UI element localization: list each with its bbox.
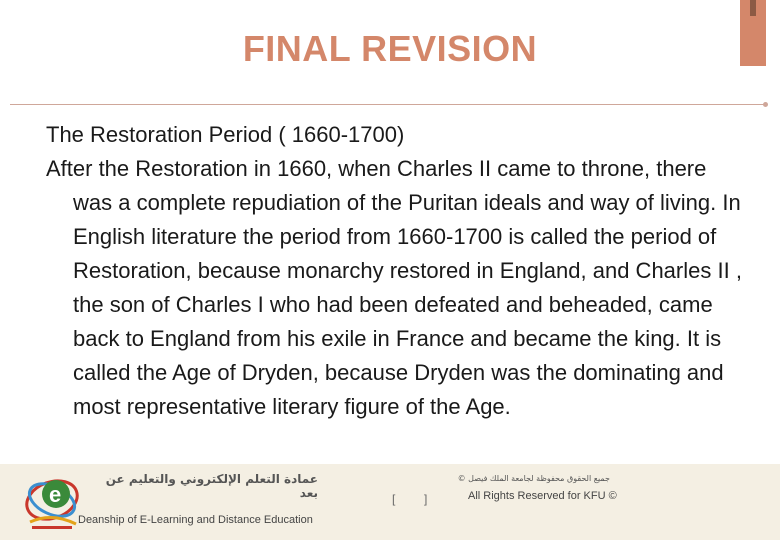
title-divider	[10, 104, 764, 105]
slide-title: FINAL REVISION	[242, 28, 538, 69]
svg-text:e: e	[49, 482, 62, 507]
deanship-e-learning-logo-icon	[22, 464, 84, 532]
footer-english-rights: All Rights Reserved for KFU ©	[468, 490, 617, 502]
footer-arabic-rights: جميع الحقوق محفوظة لجامعة الملك فيصل ©	[457, 474, 610, 483]
corner-accent-tab	[750, 0, 756, 16]
footer-english-deanship: Deanship of E-Learning and Distance Education	[78, 514, 313, 526]
page-number-bracket-open: [	[392, 492, 396, 506]
slide-body	[46, 118, 746, 424]
footer-arabic-deanship: عمادة التعلم الإلكتروني والتعليم عن بعد	[105, 472, 318, 500]
section-heading: The Restoration Period ( 1660-1700)	[46, 122, 405, 147]
footer-bar	[0, 464, 780, 540]
body-paragraph: After the Restoration in 1660, when Charles II came to throne, there was a complete repudiation of the Puritan ideals and way of living. In English literature the period from 1660-1700 is called the period of Restoration, because monarchy restored in England, and Charles II , the son of Charles I who had been defeated and beheaded, came back to England from his exile in France and became the king. It is called the Age of Dryden, because Dryden was the dominating and most representative literary figure of the Age.	[46, 156, 742, 419]
page-number-bracket-close: ]	[424, 492, 428, 506]
